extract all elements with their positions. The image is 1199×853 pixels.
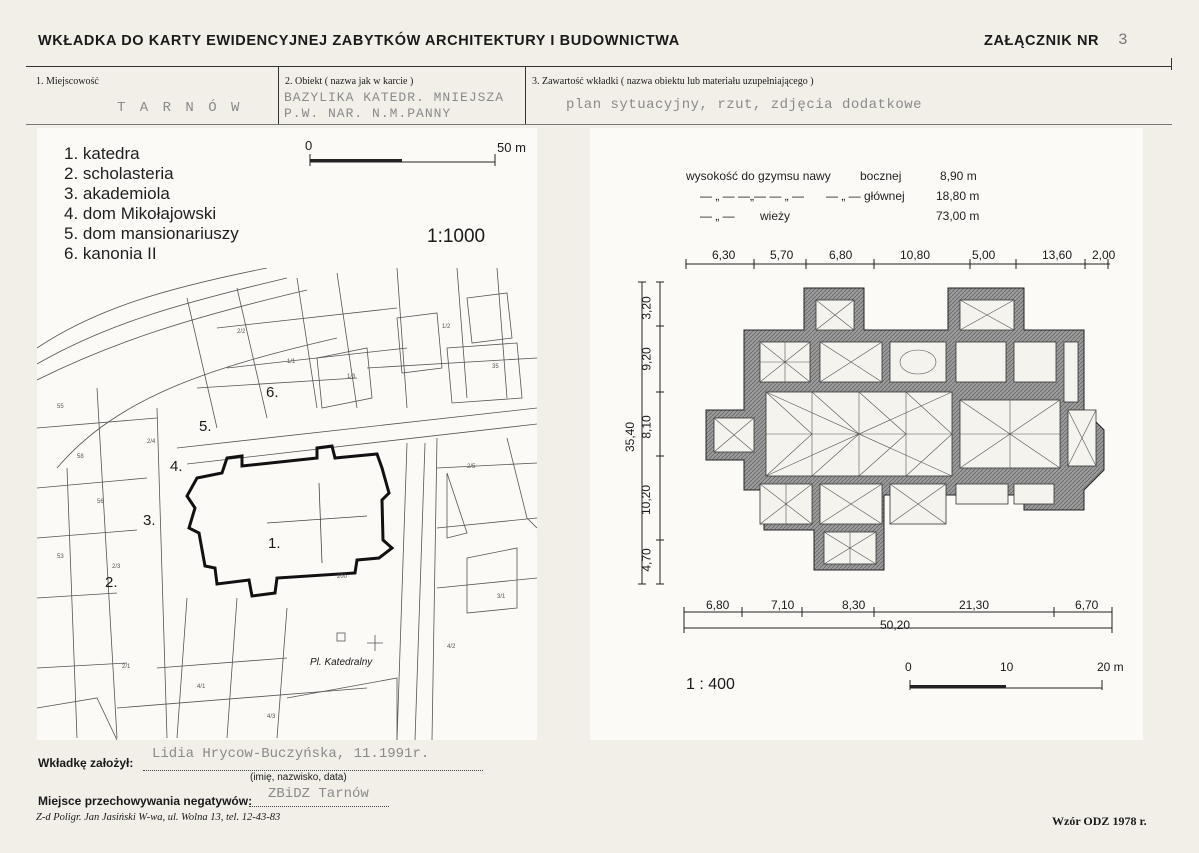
height-value: 18,80 m: [936, 189, 980, 203]
site-scale-end: 50 m: [497, 140, 526, 155]
svg-text:55: 55: [57, 404, 64, 410]
bottom-dim: 6,70: [1075, 598, 1099, 612]
svg-text:2/4: 2/4: [147, 439, 156, 445]
church-floor-plan: [684, 280, 1124, 590]
top-dim: 6,80: [829, 248, 853, 262]
top-dim: 13,60: [1042, 248, 1073, 262]
legend-item: 5. dom mansionariuszy: [64, 224, 239, 243]
cadastral-map: [37, 268, 537, 740]
svg-text:4/2: 4/2: [447, 644, 456, 650]
founder-label: Wkładkę założył:: [38, 756, 134, 770]
side-total: 35,40: [623, 421, 638, 453]
building-number-4: 4.: [170, 458, 183, 475]
svg-text:35: 35: [492, 364, 499, 370]
annex-number: 3: [1118, 31, 1128, 49]
field-divider-1: [278, 66, 279, 124]
svg-text:3/1: 3/1: [497, 594, 506, 600]
content-label: 3. Zawartość wkładki ( nazwa obiektu lub materiału uzupełniającego ): [532, 76, 814, 87]
top-dim: 2,00: [1092, 248, 1116, 262]
annex-label: ZAŁĄCZNIK NR: [984, 33, 1100, 49]
legend-item: 6. kanonia II: [64, 244, 157, 263]
header-rule: [26, 66, 1172, 67]
height-part: — „ — głównej: [826, 189, 905, 203]
site-scale-start: 0: [305, 138, 313, 153]
building-number-1: 1.: [268, 535, 281, 552]
site-scale-ratio: 1:1000: [427, 226, 486, 247]
side-dim: 8,10: [639, 415, 654, 439]
top-dim: 5,00: [972, 248, 996, 262]
svg-text:2/1: 2/1: [122, 664, 131, 670]
bottom-total: 50,20: [880, 618, 911, 632]
svg-text:1/3: 1/3: [347, 374, 356, 380]
object-value-line1: BAZYLIKA KATEDR. MNIEJSZA: [284, 90, 505, 105]
locality-label: 1. Miejscowość: [36, 76, 99, 87]
negatives-value: ZBiDZ Tarnów: [268, 786, 369, 802]
bottom-dim: 7,10: [771, 598, 795, 612]
svg-text:2/3: 2/3: [112, 564, 121, 570]
height-value: 73,00 m: [936, 209, 980, 223]
side-dim: 4,70: [639, 548, 654, 572]
site-scale-bar: [300, 140, 520, 170]
height-part: wieży: [760, 209, 791, 223]
locality-value: T A R N Ó W: [117, 100, 243, 116]
floor-scale-bar: [906, 676, 1116, 692]
side-dim: 3,20: [639, 296, 654, 320]
form-id: Wzór ODZ 1978 r.: [1052, 814, 1147, 828]
field-row-bottom: [26, 124, 1172, 125]
building-number-3: 3.: [143, 512, 156, 529]
object-value-line2: P.W. NAR. N.M.PANNY: [284, 106, 452, 121]
site-plan-legend: [64, 144, 239, 264]
founder-hint: (imię, nazwisko, data): [250, 772, 347, 783]
side-dim: 9,20: [639, 347, 654, 371]
svg-text:1/1: 1/1: [287, 359, 296, 365]
founder-value: Lidia Hrycow-Buczyńska, 11.1991r.: [152, 746, 430, 762]
svg-text:2/2: 2/2: [237, 329, 246, 335]
legend-item: 3. akademiola: [64, 184, 170, 203]
svg-text:58: 58: [77, 454, 84, 460]
object-label: 2. Obiekt ( nazwa jak w karcie ): [285, 76, 414, 87]
svg-text:2/5: 2/5: [467, 464, 476, 470]
field-divider-2: [525, 66, 526, 124]
height-part: bocznej: [860, 169, 902, 183]
building-number-5: 5.: [199, 418, 212, 435]
floor-plan-scale: 1 : 400: [686, 676, 735, 693]
svg-text:4/1: 4/1: [197, 684, 206, 690]
printer-info: Z-d Poligr. Jan Jasiński W-wa, ul. Wolna 13, tel. 12-43-83: [36, 812, 281, 823]
legend-item: 4. dom Mikołajowski: [64, 204, 217, 223]
legend-item: 1. katedra: [64, 144, 140, 163]
content-value: plan sytuacyjny, rzut, zdjęcia dodatkowe: [566, 97, 923, 113]
negatives-label: Miejsce przechowywania negatywów:: [38, 794, 253, 808]
svg-text:4/3: 4/3: [267, 714, 276, 720]
height-notes: [686, 166, 996, 226]
svg-text:1/2: 1/2: [442, 324, 451, 330]
building-number-2: 2.: [105, 574, 118, 591]
floor-scale-label: 20 m: [1097, 660, 1124, 674]
corner-tick: [1171, 58, 1172, 70]
side-dim: 10,20: [639, 484, 654, 516]
bottom-dim: 8,30: [842, 598, 866, 612]
svg-text:56: 56: [97, 499, 104, 505]
svg-text:53: 53: [57, 554, 64, 560]
floor-scale-label: 0: [905, 660, 912, 674]
negatives-line: [249, 806, 389, 807]
floor-scale-label: 10: [1000, 660, 1014, 674]
building-number-6: 6.: [266, 384, 279, 401]
height-prefix: wysokość do gzymsu nawy: [686, 169, 831, 183]
legend-item: 2. scholasteria: [64, 164, 174, 183]
height-value: 8,90 m: [940, 169, 977, 183]
top-dim: 6,30: [712, 248, 736, 262]
svg-text:200: 200: [337, 574, 348, 580]
bottom-dim: 21,30: [959, 598, 990, 612]
top-dim: 10,80: [900, 248, 931, 262]
founder-line: [143, 770, 483, 771]
sheet-title: WKŁADKA DO KARTY EWIDENCYJNEJ ZABYTKÓW ARCHITEKTURY I BUDOWNICTWA: [38, 33, 680, 49]
height-prefix: — „ —: [700, 209, 735, 223]
square-label: Pl. Katedralny: [310, 657, 373, 668]
top-dim: 5,70: [770, 248, 794, 262]
height-prefix: — „ — —„— — „ —: [700, 189, 804, 203]
bottom-dim: 6,80: [706, 598, 730, 612]
